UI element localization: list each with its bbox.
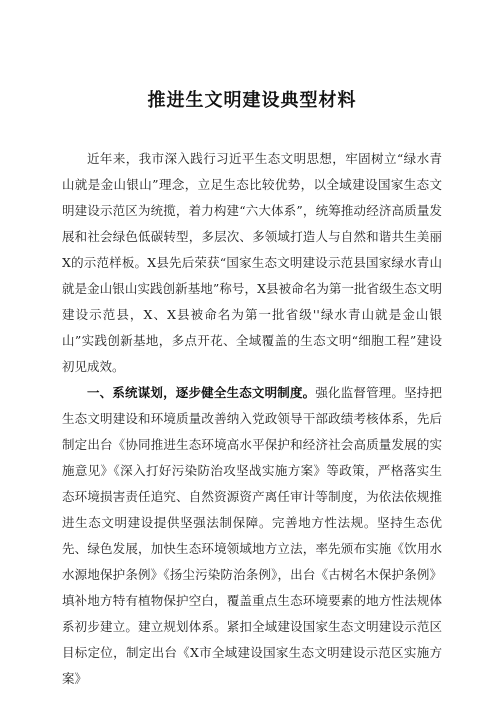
section-one-paragraph: [62, 380, 442, 692]
section-heading: 一、系统谋划，逐步健全生态文明制度。: [87, 385, 316, 400]
document-title: 推进生文明建设典型材料: [147, 90, 357, 111]
paragraph-text: 近年来，我市深入践行习近平生态文明思想，牢固树立“绿水青山就是金山银山”理念，立足生态比较优势，以全域建设国家生态文明建设示范区为统揽，着力构建“六大体系”，统筹推动经济高质量发展和社会绿色低碳转型，多层次、多领域打造人与自然和谐共生美丽X的示范样板。X县先后荣获“国家生态文明建设示范县国家绿水青山就是金山银山实践创新基地”称号，X县被命名为第一批省级生态文明建设示范县，X、X县被命名为第一批省级''绿水青山就是金山银山”实践创新基地，多点开花、全域覆盖的生态文明“细胞工程”建设初见成效。: [62, 151, 442, 374]
intro-paragraph: [62, 146, 442, 380]
paragraph-text: 强化监督管理。坚持把生态文明建设和环境质量改善纳入党政领导干部政绩考核体系，先后制定出台《协同推进生态环境高水平保护和经济社会高质量发展的实施意见》《深入打好污染防治攻坚战实施方案》等政策，严格落实生态环境损害责任追究、自然资源资产离任审计等制度，为依法依规推进生态文明建设提供坚强法制保障。完善地方性法规。坚持生态优先、绿色发展，加快生态环境领域地方立法，率先颁布实施《饮用水水源地保护条例》《扬尘污染防治条例》，出台《古树名木保护条例》填补地方特有植物保护空白，覆盖重点生态环境要素的地方性法规体系初步建立。建立规划体系。紧扣全域建设国家生态文明建设示范区目标定位，制定出台《X市全域建设国家生态文明建设示范区实施方案》: [62, 385, 442, 686]
